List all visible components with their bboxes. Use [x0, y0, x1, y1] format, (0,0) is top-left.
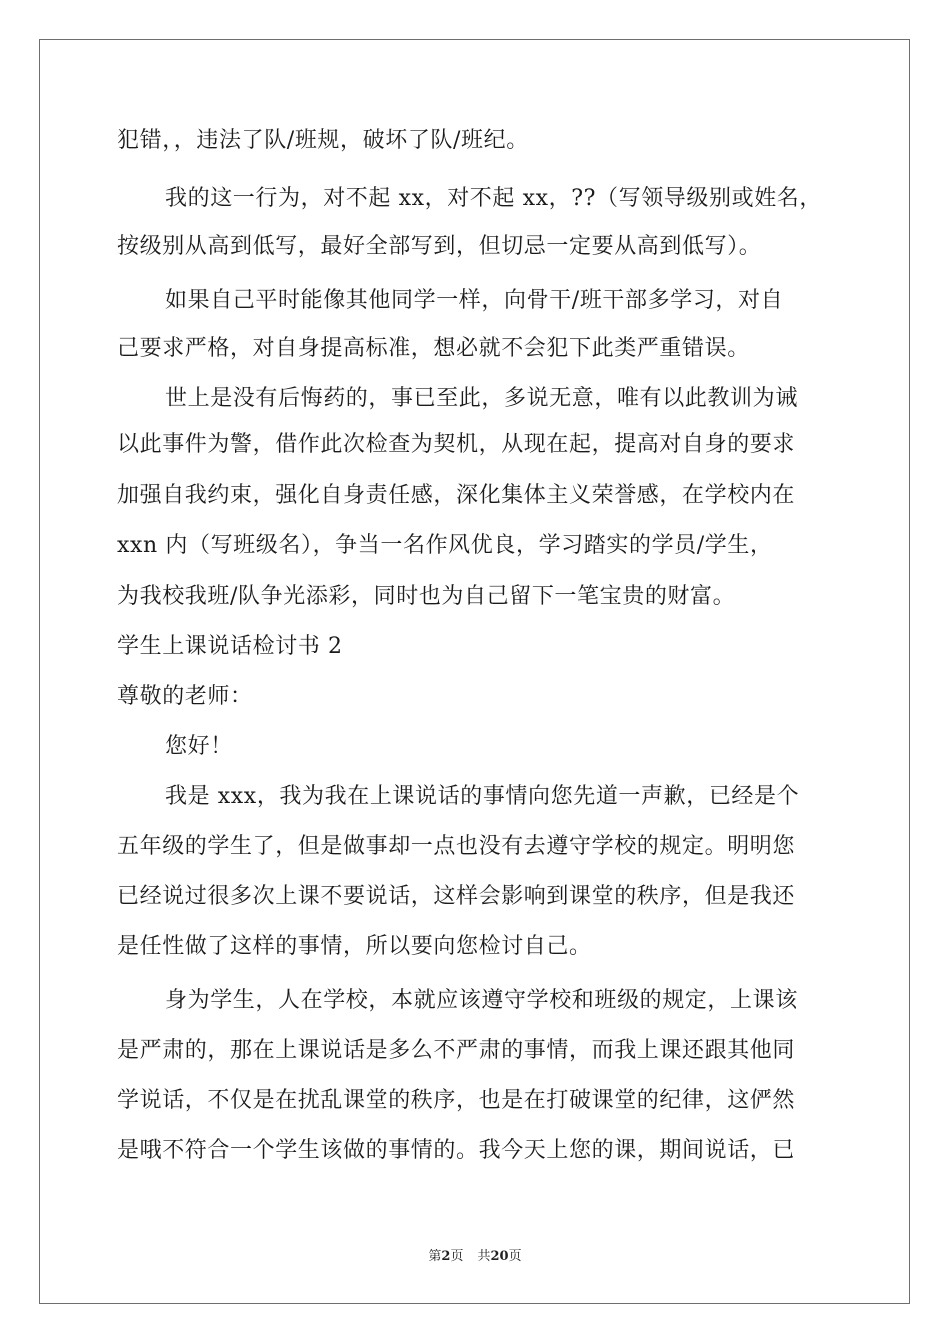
text-line: 是哦不符合一个学生该做的事情的。我今天上您的课，期间说话，已: [117, 1138, 796, 1163]
page-prefix: 第: [428, 1249, 442, 1264]
text-line: 以此事件为警，借作此次检查为契机，从现在起，提高对自身的要求: [117, 432, 796, 457]
text-line: 我的这一行为，对不起 xx，对不起 xx，??（写领导级别或姓名，: [165, 186, 823, 211]
page-total: 20: [490, 1249, 509, 1264]
text-line: xxn 内（写班级名），争当一名作风优良，学习踏实的学员/学生，: [117, 533, 773, 558]
text-line: 犯错，，违法了队/班规，破坏了队/班纪。: [117, 128, 529, 153]
page-unit: 页: [450, 1249, 464, 1264]
text-line: 世上是没有后悔药的，事已至此，多说无意，唯有以此教训为诫: [165, 386, 798, 411]
section-heading: 学生上课说话检讨书 2: [117, 634, 343, 659]
total-unit: 页: [508, 1249, 522, 1264]
text-line: 学说话，不仅是在扰乱课堂的秩序，也是在打破课堂的纪律，这俨然: [117, 1088, 796, 1113]
page-number: 2: [441, 1249, 451, 1264]
text-line: 按级别从高到低写，最好全部写到，但切忌一定要从高到低写）。: [117, 234, 762, 259]
page-footer: [0, 1248, 950, 1266]
text-line: 如果自己平时能像其他同学一样，向骨干/班干部多学习，对自: [165, 288, 784, 313]
total-prefix: 共: [477, 1249, 491, 1264]
text-line: 是严肃的，那在上课说话是多么不严肃的事情，而我上课还跟其他同: [117, 1038, 796, 1063]
text-line: 我是 xxx，我为我在上课说话的事情向您先道一声歉，已经是个: [165, 784, 800, 809]
text-line: 身为学生，人在学校，本就应该遵守学校和班级的规定，上课该: [165, 988, 798, 1013]
salutation: 尊敬的老师：: [117, 684, 253, 709]
text-line: 已经说过很多次上课不要说话，这样会影响到课堂的秩序，但是我还: [117, 884, 796, 909]
text-line: 己要求严格，对自身提高标准，想必就不会犯下此类严重错误。: [117, 336, 750, 361]
text-line: 五年级的学生了，但是做事却一点也没有去遵守学校的规定。明明您: [117, 834, 796, 859]
text-line: 为我校我班/队争光添彩，同时也为自己留下一笔宝贵的财富。: [117, 584, 736, 609]
greeting: 您好！: [165, 734, 233, 759]
text-line: 是任性做了这样的事情，所以要向您检讨自己。: [117, 934, 592, 959]
text-line: 加强自我约束，强化自身责任感，深化集体主义荣誉感，在学校内在: [117, 483, 796, 508]
